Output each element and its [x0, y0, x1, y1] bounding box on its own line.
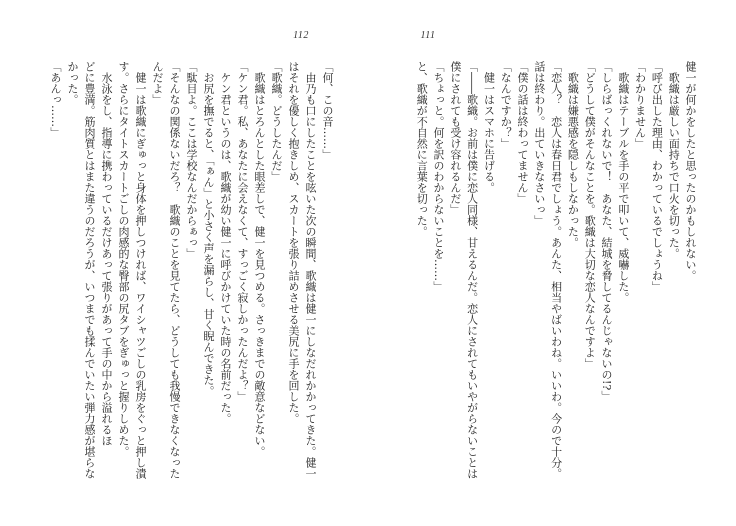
text-column: 「呼び出した理由、わかっているでしょうね」	[650, 61, 664, 292]
text-column: 由乃も口にしたことを呟いた次の瞬間、歌織は健一にしなだれかかってきた。健一	[304, 72, 317, 479]
text-column: 健一はスマホに告げる。	[482, 72, 496, 193]
text-column: 「あんっ……」	[49, 61, 62, 138]
page-number-right: 111	[420, 30, 436, 41]
text-column: 水泳をし、指導に携わっているだけあって張りがあって手の中から溢れるほ	[100, 72, 113, 446]
text-column: 「僕の話は終わってません」	[516, 61, 530, 204]
text-column: かった。	[66, 61, 79, 105]
text-column: 健一が何かをしたと思ったのかもしれない。	[684, 61, 697, 281]
text-column: 「恋人？ 恋人は春日君でしょう。あんた、相当やばいわね。いいわ。今ので十分。	[549, 61, 563, 479]
text-column: 「ケン君。私、あなたに会えなくて、すっごく寂しかったんだよ？」	[236, 61, 249, 402]
text-column: お尻を撫でると、「ぁん」と小さく声を漏らし、甘く睨んできた。	[202, 72, 215, 397]
text-column: 話は終わり。出ていきなさいっ」	[532, 61, 546, 226]
text-column: 「――歌織。お前は僕に恋人同様、甘えるんだ。恋人にされてもいやがらないことは	[465, 61, 479, 479]
text-column: 歌織はテーブルを手の平で叩いて、威嚇した。	[616, 72, 630, 303]
page-number-left: 112	[293, 30, 309, 41]
text-column: 歌織は嫌悪感を隠しもしなかった。	[566, 72, 580, 248]
text-column: す。さらにタイトスカートごしの肉感的な臀部の尻タブをぎゅっと握りしめた。	[117, 61, 130, 457]
text-column: はそれを優しく抱きしめ、スカートを張り詰めさせる美尻に手を回した。	[287, 61, 300, 424]
text-column: どに豊満。筋肉質とはまた違うのだろうが、いつまでも揉んでいたい弾力感が堪らな	[83, 61, 96, 479]
text-column: 「そんなの関係ないだろ？ 歌織のことを見てたら、どうしても我慢できなくなった	[168, 61, 181, 479]
text-column: 「歌織。どうしたんだ」	[270, 61, 283, 182]
text-column: 歌織はとろんとした眼差しで、健一を見つめる。さっきまでの敵意などない。	[253, 72, 266, 457]
text-column: と、歌織が不自然に言葉を切った。	[415, 61, 429, 237]
text-column: んだよ」	[151, 61, 164, 105]
text-column: 僕にされても受け容れるんだ」	[448, 61, 462, 215]
text-column: 「しらばっくれないで！ あなた、結城を脅してるんじゃないの!?」	[600, 61, 614, 402]
text-column: ケン君というのは、歌織が幼い健一に呼びかけていた時の名前だった。	[219, 72, 232, 424]
text-column: 健一は歌織にぎゅっと身体を押しつければ、ワイシャツごしの乳房をぐっと押し潰	[134, 72, 147, 479]
left-page-text	[46, 61, 336, 480]
text-column: 歌織は厳しい面持ちで口火を切った。	[667, 72, 681, 259]
text-column: 「わかりません」	[633, 61, 647, 149]
text-column: 「ちょっと。何を訳のわからないことを……」	[432, 61, 446, 292]
text-column: 「どうして僕がそんなことを。歌織は大切な恋人なんですよ」	[583, 61, 597, 369]
text-column: 「何、この音……」	[321, 61, 334, 160]
text-column: 「なんですか？」	[499, 61, 513, 149]
text-column: 「駄目よ。ここは学校なんだからぁっ」	[185, 61, 198, 259]
right-page-text	[412, 61, 698, 480]
